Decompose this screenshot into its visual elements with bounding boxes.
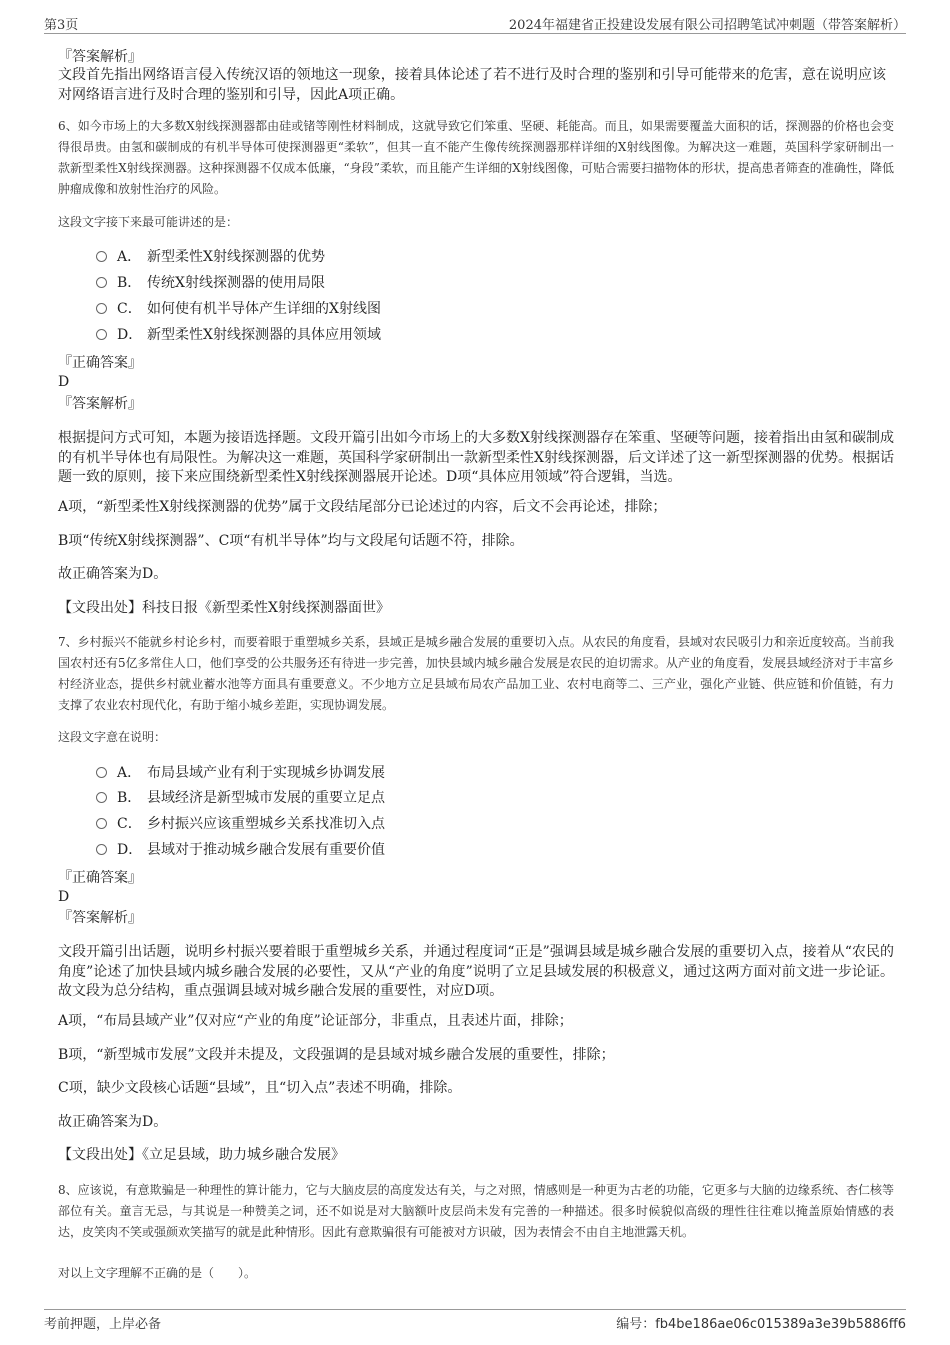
q7-prompt: 这段文字意在说明： xyxy=(58,730,167,744)
q7-answer-label: 『正确答案』 xyxy=(58,870,142,886)
q6-option-b[interactable]: B． 传统X射线探测器的使用局限 xyxy=(96,272,325,294)
q5-analysis-label: 『答案解析』 xyxy=(58,49,142,65)
q8-prompt: 对以上文字理解不正确的是（ ）。 xyxy=(58,1266,257,1280)
footer-divider xyxy=(44,1309,906,1310)
q7-analysis-para-3: B项，“新型城市发展”文段并未提及，文段强调的是县域对城乡融合发展的重要性，排除； xyxy=(58,1047,615,1063)
q7-analysis-para-1: 文段开篇引出话题，说明乡村振兴要着眼于重塑城乡关系，并通过程度词“正是”强调县域是城乡融合发展的重要切入点，接着从“农民的角度”论述了加快县域内城乡融合发展的必要性，又从“产业的角度”说明了立足县域发展的积极意义，通过这两方面对前文进一步论证。故文段为总分结构，重点强调县域对城乡融合发展的重要性，对应D项。 xyxy=(58,944,894,999)
radio-icon[interactable] xyxy=(96,767,107,778)
q6-source: 【文段出处】科技日报《新型柔性X射线探测器面世》 xyxy=(58,600,390,616)
q6-option-c[interactable]: C． 如何使有机半导体产生详细的X射线图 xyxy=(96,298,381,320)
footer-code: 编号：fb4be186ae06c015389a3e39b5886ff6 xyxy=(616,1317,906,1332)
header-divider xyxy=(44,33,906,34)
q6-prompt: 这段文字接下来最可能讲述的是： xyxy=(58,215,239,229)
page-header xyxy=(44,14,906,34)
q7-source: 【文段出处】《立足县域，助力城乡融合发展》 xyxy=(58,1147,345,1163)
q6-analysis-para-2: A项，“新型柔性X射线探测器的优势”属于文段结尾部分已论述过的内容，后文不会再论述，排除； xyxy=(58,499,667,515)
radio-icon[interactable] xyxy=(96,792,107,803)
q6-analysis-para-4: 故正确答案为D。 xyxy=(58,566,168,582)
radio-icon[interactable] xyxy=(96,303,107,314)
q7-analysis-para-5: 故正确答案为D。 xyxy=(58,1114,168,1130)
radio-icon[interactable] xyxy=(96,329,107,340)
q6-answer: D xyxy=(58,374,70,390)
q7-stem: 7、乡村振兴不能就乡村论乡村，而要着眼于重塑城乡关系，县域正是城乡融合发展的重要切入点。从农民的角度看，县域对农民吸引力和亲近度较高。当前我国农村还有5亿多常住人口，他们享受的公共服务还有待进一步完善，加快县域内城乡融合发展是农民的迫切需求。从产业的角度看，发展县域经济对于丰富乡村经济业态，提供乡村就业蓄水池等方面具有重要意义。不少地方立足县域布局农产品加工业、农村电商等二、三产业，强化产业链、供应链和价值链，有力支撑了农业农村现代化，有助于缩小城乡差距，实现协调发展。 xyxy=(58,635,894,712)
q7-option-a[interactable]: A． 布局县域产业有利于实现城乡协调发展 xyxy=(96,762,385,784)
q6-answer-label: 『正确答案』 xyxy=(58,355,142,371)
q5-analysis-text: 文段首先指出网络语言侵入传统汉语的领地这一现象，接着具体论述了若不进行及时合理的鉴别和引导可能带来的危害，意在说明应该对网络语言进行及时合理的鉴别和引导，因此A项正确。 xyxy=(58,67,886,103)
q6-analysis-para-3: B项“传统X射线探测器”、C项“有机半导体”均与文段尾句话题不符，排除。 xyxy=(58,533,524,549)
q6-option-a[interactable]: A． 新型柔性X射线探测器的优势 xyxy=(96,246,325,268)
q6-analysis-para-1: 根据提问方式可知，本题为接语选择题。文段开篇引出如今市场上的大多数X射线探测器存在笨重、坚硬等问题，接着指出由氢和碳制成的有机半导体也有局限性。为解决这一难题，英国科学家研制出一款新型柔性X射线探测器，后文详述了这一新型探测器的优势。根据话题一致的原则，接下来应围绕新型柔性X射线探测器展开论述。D项“具体应用领域”符合逻辑，当选。 xyxy=(58,430,894,485)
radio-icon[interactable] xyxy=(96,818,107,829)
q7-analysis-para-2: A项，“布局县域产业”仅对应“产业的角度”论证部分，非重点，且表述片面，排除； xyxy=(58,1013,573,1029)
radio-icon[interactable] xyxy=(96,844,107,855)
q7-option-b[interactable]: B． 县域经济是新型城市发展的重要立足点 xyxy=(96,787,385,809)
q6-analysis-label: 『答案解析』 xyxy=(58,396,142,412)
q7-option-c[interactable]: C． 乡村振兴应该重塑城乡关系找准切入点 xyxy=(96,813,385,835)
document-title: 2024年福建省正投建设发展有限公司招聘笔试冲刺题（带答案解析） xyxy=(508,18,906,33)
q7-analysis-para-4: C项，缺少文段核心话题“县域”，且“切入点”表述不明确，排除。 xyxy=(58,1080,462,1096)
footer-slogan: 考前押题，上岸必备 xyxy=(44,1317,162,1332)
q8-stem: 8、应该说，有意欺骗是一种理性的算计能力，它与大脑皮层的高度发达有关，与之对照，情感则是一种更为古老的功能，它更多与大脑的边缘系统、杏仁核等部位有关。童言无忌，与其说是一种赞美之词，还不如说是对大脑额叶皮层尚未发有完善的一种描述。很多时候貌似高级的理性往往难以掩盖原始情感的表达，皮笑肉不笑或强颜欢笑描写的就是此种情形。因此有意欺骗很有可能被对方识破，因为表情会不由自主地泄露天机。 xyxy=(58,1183,894,1239)
q6-stem: 6、如今市场上的大多数X射线探测器都由硅或锗等刚性材料制成，这就导致它们笨重、坚硬、耗能高。而且，如果需要覆盖大面积的话，探测器的价格也会变得很昂贵。由氢和碳制成的有机半导体可使探测器更“柔软”，但其一直不能产生像传统探测器那样详细的X射线图像。为解决这一难题，英国科学家研制出一款新型柔性X射线探测器。这种探测器不仅成本低廉，“身段”柔软，而且能产生详细的X射线图像，可贴合需要扫描物体的形状，提高患者筛查的准确性，降低肿瘤成像和放射性治疗的风险。 xyxy=(58,119,894,196)
radio-icon[interactable] xyxy=(96,251,107,262)
page-footer xyxy=(44,1313,906,1333)
q7-analysis-label: 『答案解析』 xyxy=(58,910,142,926)
page-number: 第3页 xyxy=(44,18,79,33)
q6-option-d[interactable]: D． 新型柔性X射线探测器的具体应用领域 xyxy=(96,324,381,346)
q7-option-d[interactable]: D． 县域对于推动城乡融合发展有重要价值 xyxy=(96,839,385,861)
q7-answer: D xyxy=(58,889,70,905)
radio-icon[interactable] xyxy=(96,277,107,288)
